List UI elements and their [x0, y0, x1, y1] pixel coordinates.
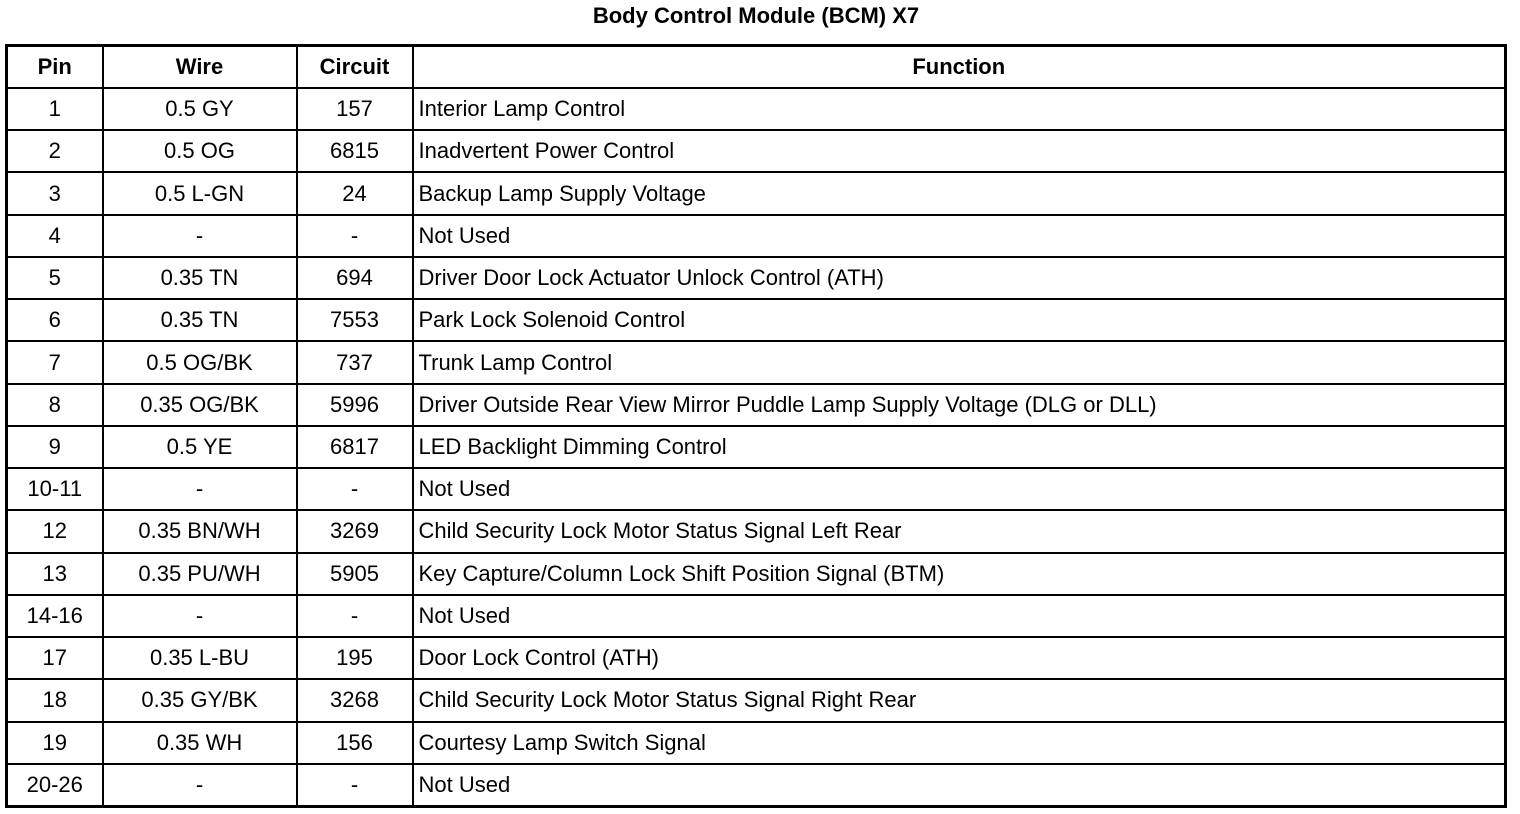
- cell-wire: 0.35 OG/BK: [103, 384, 297, 426]
- cell-function: Trunk Lamp Control: [413, 341, 1506, 383]
- cell-pin: 6: [7, 299, 103, 341]
- cell-function: Not Used: [413, 215, 1506, 257]
- cell-function: LED Backlight Dimming Control: [413, 426, 1506, 468]
- cell-function: Inadvertent Power Control: [413, 130, 1506, 172]
- table-row: [7, 88, 1506, 130]
- cell-function: Interior Lamp Control: [413, 88, 1506, 130]
- cell-circuit: 157: [297, 88, 413, 130]
- cell-function: Door Lock Control (ATH): [413, 637, 1506, 679]
- cell-circuit: 5996: [297, 384, 413, 426]
- cell-function: Not Used: [413, 764, 1506, 807]
- table-header-row: [7, 46, 1506, 89]
- table-row: [7, 257, 1506, 299]
- header-function: Function: [413, 46, 1506, 89]
- table-row: [7, 341, 1506, 383]
- cell-wire: 0.5 YE: [103, 426, 297, 468]
- table-row: [7, 637, 1506, 679]
- cell-circuit: 3269: [297, 510, 413, 552]
- cell-pin: 7: [7, 341, 103, 383]
- cell-wire: 0.35 PU/WH: [103, 553, 297, 595]
- header-pin: Pin: [7, 46, 103, 89]
- cell-function: Park Lock Solenoid Control: [413, 299, 1506, 341]
- cell-wire: 0.35 BN/WH: [103, 510, 297, 552]
- table-row: [7, 299, 1506, 341]
- cell-function: Key Capture/Column Lock Shift Position Signal (BTM): [413, 553, 1506, 595]
- table-row: [7, 510, 1506, 552]
- header-circuit: Circuit: [297, 46, 413, 89]
- cell-pin: 12: [7, 510, 103, 552]
- table-row: [7, 595, 1506, 637]
- cell-wire: 0.35 TN: [103, 257, 297, 299]
- table-row: [7, 172, 1506, 214]
- table-row: [7, 215, 1506, 257]
- table-row: [7, 384, 1506, 426]
- table-row: [7, 130, 1506, 172]
- cell-pin: 3: [7, 172, 103, 214]
- header-wire: Wire: [103, 46, 297, 89]
- cell-wire: 0.5 L-GN: [103, 172, 297, 214]
- cell-pin: 4: [7, 215, 103, 257]
- cell-function: Not Used: [413, 468, 1506, 510]
- cell-pin: 1: [7, 88, 103, 130]
- cell-wire: 0.35 L-BU: [103, 637, 297, 679]
- cell-wire: 0.5 GY: [103, 88, 297, 130]
- cell-wire: 0.35 GY/BK: [103, 679, 297, 721]
- cell-circuit: 156: [297, 722, 413, 764]
- cell-pin: 8: [7, 384, 103, 426]
- cell-circuit: 195: [297, 637, 413, 679]
- cell-circuit: 7553: [297, 299, 413, 341]
- cell-function: Driver Outside Rear View Mirror Puddle Lamp Supply Voltage (DLG or DLL): [413, 384, 1506, 426]
- cell-circuit: 6817: [297, 426, 413, 468]
- cell-function: Child Security Lock Motor Status Signal Left Rear: [413, 510, 1506, 552]
- cell-wire: -: [103, 764, 297, 807]
- cell-wire: -: [103, 595, 297, 637]
- cell-wire: 0.35 TN: [103, 299, 297, 341]
- cell-circuit: 694: [297, 257, 413, 299]
- cell-wire: 0.5 OG/BK: [103, 341, 297, 383]
- table-row: [7, 468, 1506, 510]
- cell-circuit: 6815: [297, 130, 413, 172]
- cell-function: Courtesy Lamp Switch Signal: [413, 722, 1506, 764]
- cell-pin: 17: [7, 637, 103, 679]
- cell-wire: 0.5 OG: [103, 130, 297, 172]
- table-body: [7, 88, 1506, 807]
- cell-pin: 13: [7, 553, 103, 595]
- cell-pin: 19: [7, 722, 103, 764]
- cell-circuit: -: [297, 764, 413, 807]
- table-row: [7, 553, 1506, 595]
- document-title: Body Control Module (BCM) X7: [592, 3, 920, 28]
- cell-wire: -: [103, 215, 297, 257]
- cell-pin: 5: [7, 257, 103, 299]
- cell-function: Child Security Lock Motor Status Signal Right Rear: [413, 679, 1506, 721]
- cell-pin: 20-26: [7, 764, 103, 807]
- cell-circuit: 5905: [297, 553, 413, 595]
- cell-pin: 2: [7, 130, 103, 172]
- cell-circuit: 3268: [297, 679, 413, 721]
- cell-circuit: -: [297, 595, 413, 637]
- table-row: [7, 722, 1506, 764]
- cell-pin: 10-11: [7, 468, 103, 510]
- cell-wire: 0.35 WH: [103, 722, 297, 764]
- cell-circuit: 24: [297, 172, 413, 214]
- cell-function: Driver Door Lock Actuator Unlock Control (ATH): [413, 257, 1506, 299]
- cell-pin: 18: [7, 679, 103, 721]
- cell-wire: -: [103, 468, 297, 510]
- cell-circuit: -: [297, 215, 413, 257]
- cell-pin: 14-16: [7, 595, 103, 637]
- cell-circuit: -: [297, 468, 413, 510]
- connector-pinout-table: [5, 44, 1507, 808]
- cell-function: Not Used: [413, 595, 1506, 637]
- table-row: [7, 764, 1506, 807]
- cell-circuit: 737: [297, 341, 413, 383]
- table-row: [7, 679, 1506, 721]
- cell-pin: 9: [7, 426, 103, 468]
- cell-function: Backup Lamp Supply Voltage: [413, 172, 1506, 214]
- table-row: [7, 426, 1506, 468]
